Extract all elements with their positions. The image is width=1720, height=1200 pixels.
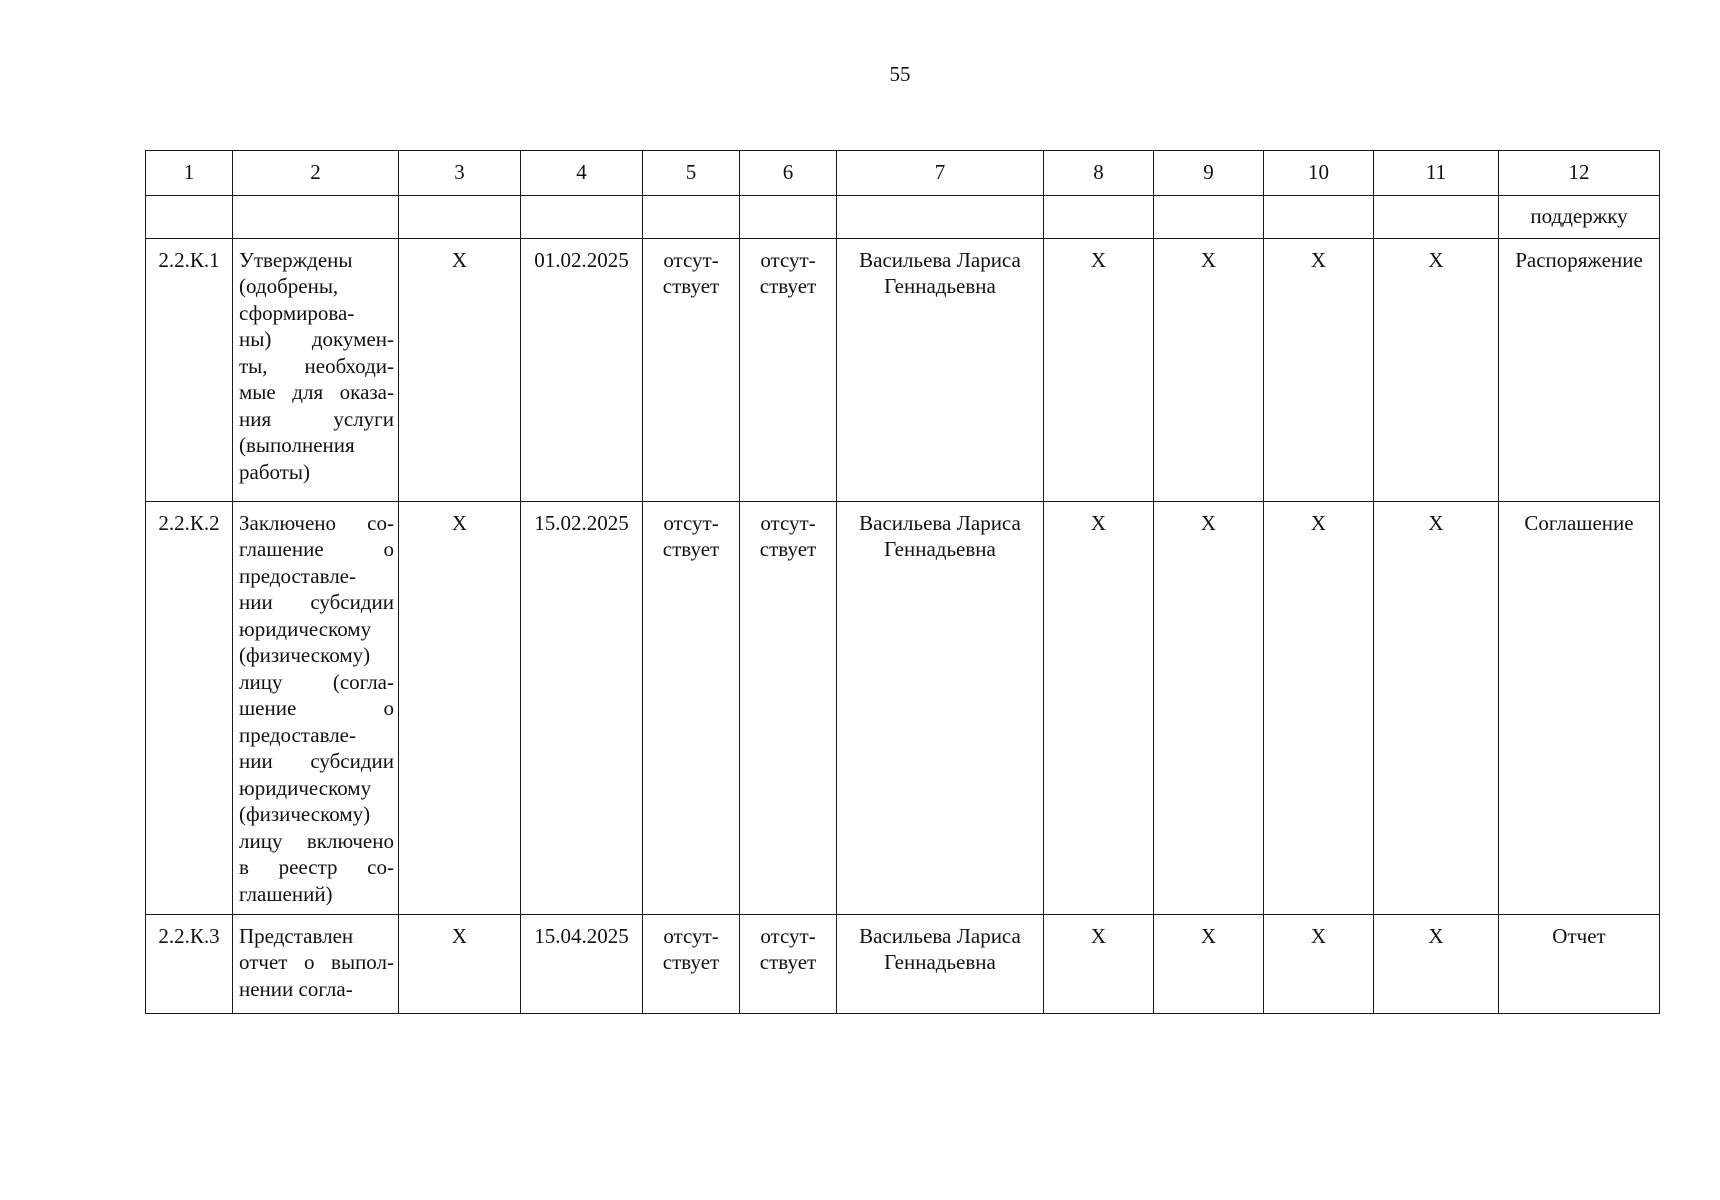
column-number-cell: 7 <box>837 151 1044 196</box>
column-number-cell: 2 <box>233 151 399 196</box>
table-row <box>146 914 1660 1013</box>
description-line: предоставле- <box>239 563 356 588</box>
date-cell: 15.02.2025 <box>521 501 643 914</box>
row-code: 2.2.К.2 <box>146 501 233 914</box>
col9-mark: X <box>1154 501 1264 914</box>
column-number-cell: 11 <box>1374 151 1499 196</box>
col6-value-line: отсут- <box>760 247 816 272</box>
col10-mark: X <box>1264 914 1374 1013</box>
column-number-cell: 12 <box>1499 151 1660 196</box>
col6-value-line: отсут- <box>760 510 816 535</box>
data-table <box>145 150 1660 1014</box>
description-line: шение о <box>239 696 394 720</box>
responsible-person-line: Васильева Лариса <box>859 247 1021 272</box>
document-type: Распоряжение <box>1499 238 1660 501</box>
date-cell: 01.02.2025 <box>521 238 643 501</box>
responsible-person-line: Геннадьевна <box>884 537 996 561</box>
description-line: (физическому) <box>239 643 371 667</box>
col6-value <box>740 501 837 914</box>
col5-value-line: отсут- <box>663 923 719 948</box>
description-line: ния услуги <box>239 406 394 431</box>
col9-mark: X <box>1154 238 1264 501</box>
description-line: Заключено со- <box>239 510 394 535</box>
col5-value-line: ствует <box>662 537 720 561</box>
empty-cell <box>146 195 233 238</box>
description-line: ты, необходи- <box>239 353 394 378</box>
col6-value <box>740 914 837 1013</box>
responsible-person-line: Васильева Лариса <box>859 923 1021 948</box>
description-line: (выполнения <box>239 433 355 457</box>
continuation-text: поддержку <box>1499 195 1660 238</box>
responsible-person <box>837 501 1044 914</box>
description-line: лицу (согла- <box>239 669 394 694</box>
column-number-cell: 10 <box>1264 151 1374 196</box>
column-number-cell: 8 <box>1044 151 1154 196</box>
description-line: нении согла- <box>239 976 353 1001</box>
empty-cell <box>521 195 643 238</box>
column-number-cell: 3 <box>399 151 521 196</box>
date-cell: 15.04.2025 <box>521 914 643 1013</box>
responsible-person <box>837 914 1044 1013</box>
col5-value-line: отсут- <box>663 510 719 535</box>
col5-value <box>643 914 740 1013</box>
row-description <box>233 914 399 1013</box>
col3-mark: X <box>399 914 521 1013</box>
table-row <box>146 238 1660 501</box>
description-line: отчет о выпол- <box>239 950 394 974</box>
description-line: (физическому) <box>239 802 371 826</box>
row-code: 2.2.К.1 <box>146 238 233 501</box>
col5-value <box>643 501 740 914</box>
description-line: предоставле- <box>239 722 356 747</box>
description-line: работы) <box>239 459 311 484</box>
col10-mark: X <box>1264 238 1374 501</box>
description-line: глашение о <box>239 537 394 561</box>
description-line: ны) докумен- <box>239 327 394 351</box>
col9-mark: X <box>1154 914 1264 1013</box>
empty-cell <box>1044 195 1154 238</box>
col3-mark: X <box>399 501 521 914</box>
continuation-row <box>146 195 1660 238</box>
col8-mark: X <box>1044 238 1154 501</box>
row-description <box>233 501 399 914</box>
responsible-person-line: Геннадьевна <box>884 950 996 974</box>
empty-cell <box>837 195 1044 238</box>
empty-cell <box>1264 195 1374 238</box>
empty-cell <box>233 195 399 238</box>
description-line: Утверждены <box>239 247 353 272</box>
row-description <box>233 238 399 501</box>
column-number-cell: 4 <box>521 151 643 196</box>
row-code: 2.2.К.3 <box>146 914 233 1013</box>
empty-cell <box>740 195 837 238</box>
responsible-person-line: Васильева Лариса <box>859 510 1021 535</box>
col5-value-line: отсут- <box>663 247 719 272</box>
col11-mark: X <box>1374 501 1499 914</box>
col11-mark: X <box>1374 238 1499 501</box>
column-number-cell: 1 <box>146 151 233 196</box>
description-line: мые для оказа- <box>239 380 394 404</box>
col8-mark: X <box>1044 501 1154 914</box>
description-line: глашений) <box>239 881 333 906</box>
empty-cell <box>1154 195 1264 238</box>
description-line: в реестр со- <box>239 855 394 879</box>
col8-mark: X <box>1044 914 1154 1013</box>
description-line: юридическому <box>239 616 372 641</box>
empty-cell <box>1374 195 1499 238</box>
description-line: нии субсидии <box>239 590 394 614</box>
col11-mark: X <box>1374 914 1499 1013</box>
description-line: нии субсидии <box>239 749 394 773</box>
column-number-cell: 5 <box>643 151 740 196</box>
document-type: Соглашение <box>1499 501 1660 914</box>
column-number-row <box>146 151 1660 196</box>
responsible-person-line: Геннадьевна <box>884 274 996 298</box>
table-row <box>146 501 1660 914</box>
col6-value-line: отсут- <box>760 923 816 948</box>
col6-value-line: ствует <box>759 950 817 974</box>
col5-value-line: ствует <box>662 274 720 298</box>
col5-value-line: ствует <box>662 950 720 974</box>
col10-mark: X <box>1264 501 1374 914</box>
page-number: 55 <box>889 62 911 86</box>
description-line: Представлен <box>239 923 354 948</box>
empty-cell <box>643 195 740 238</box>
responsible-person <box>837 238 1044 501</box>
description-line: (одобрены, <box>239 274 339 298</box>
col3-mark: X <box>399 238 521 501</box>
empty-cell <box>399 195 521 238</box>
description-line: лицу включено <box>239 828 394 853</box>
col5-value <box>643 238 740 501</box>
description-line: юридическому <box>239 775 372 800</box>
col6-value-line: ствует <box>759 537 817 561</box>
column-number-cell: 6 <box>740 151 837 196</box>
col6-value-line: ствует <box>759 274 817 298</box>
col6-value <box>740 238 837 501</box>
document-type: Отчет <box>1499 914 1660 1013</box>
description-line: сформирова- <box>239 300 355 325</box>
column-number-cell: 9 <box>1154 151 1264 196</box>
